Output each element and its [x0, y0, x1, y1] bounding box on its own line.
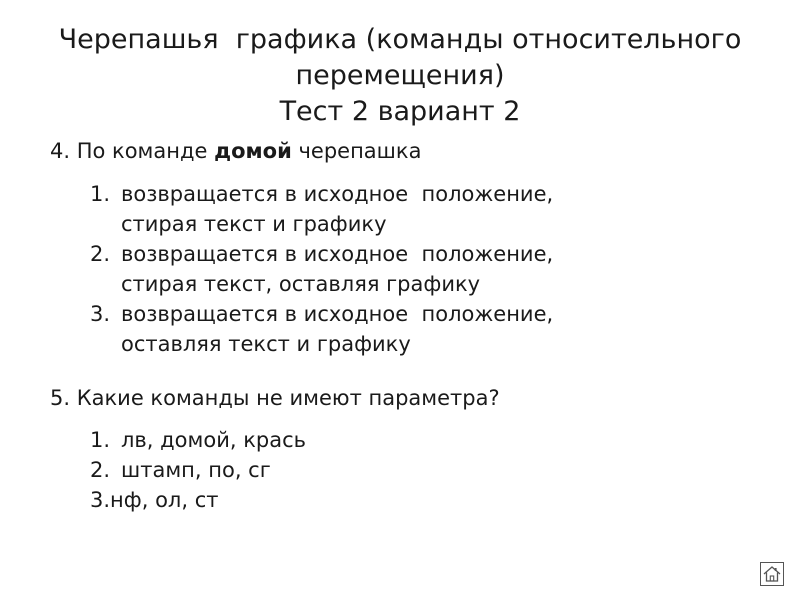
home-button[interactable]: [760, 562, 784, 586]
option-text: штамп, по, сг: [121, 458, 271, 482]
title-line-1: Черепашья графика (команды относительного: [58, 24, 742, 55]
option-item: [90, 485, 306, 515]
option-number: 2.: [90, 458, 111, 482]
option-text-line: стирая текст и графику: [121, 212, 387, 236]
option-number: 1.: [90, 428, 111, 452]
question-5-options: [90, 425, 306, 515]
option-item: [90, 299, 553, 359]
option-text: лв, домой, крась: [121, 428, 307, 452]
option-number: 1.: [90, 182, 111, 206]
option-text-line: возвращается в исходное положение,: [121, 302, 554, 326]
option-text: 3.нф, ол, ст: [90, 488, 219, 512]
question-4-keyword: домой: [214, 139, 292, 163]
home-icon: [763, 566, 781, 582]
question-4: [50, 137, 421, 165]
slide-title: [0, 22, 800, 130]
title-line-3: Тест 2 вариант 2: [279, 96, 521, 127]
option-item: [90, 425, 306, 455]
question-4-suffix: черепашка: [291, 139, 422, 163]
option-text-line: возвращается в исходное положение,: [121, 182, 554, 206]
option-text-line: возвращается в исходное положение,: [121, 242, 554, 266]
option-item: [90, 179, 553, 239]
question-5: 5. Какие команды не имеют параметра?: [50, 386, 500, 410]
question-4-prefix: 4. По команде: [50, 139, 215, 163]
question-4-options: [90, 179, 553, 359]
option-number: 3.: [90, 302, 111, 326]
option-text-line: стирая текст, оставляя графику: [121, 272, 481, 296]
option-number: 2.: [90, 242, 111, 266]
option-item: [90, 239, 553, 299]
title-line-2: перемещения): [295, 60, 505, 91]
option-text-line: оставляя текст и графику: [121, 332, 411, 356]
option-item: [90, 455, 306, 485]
